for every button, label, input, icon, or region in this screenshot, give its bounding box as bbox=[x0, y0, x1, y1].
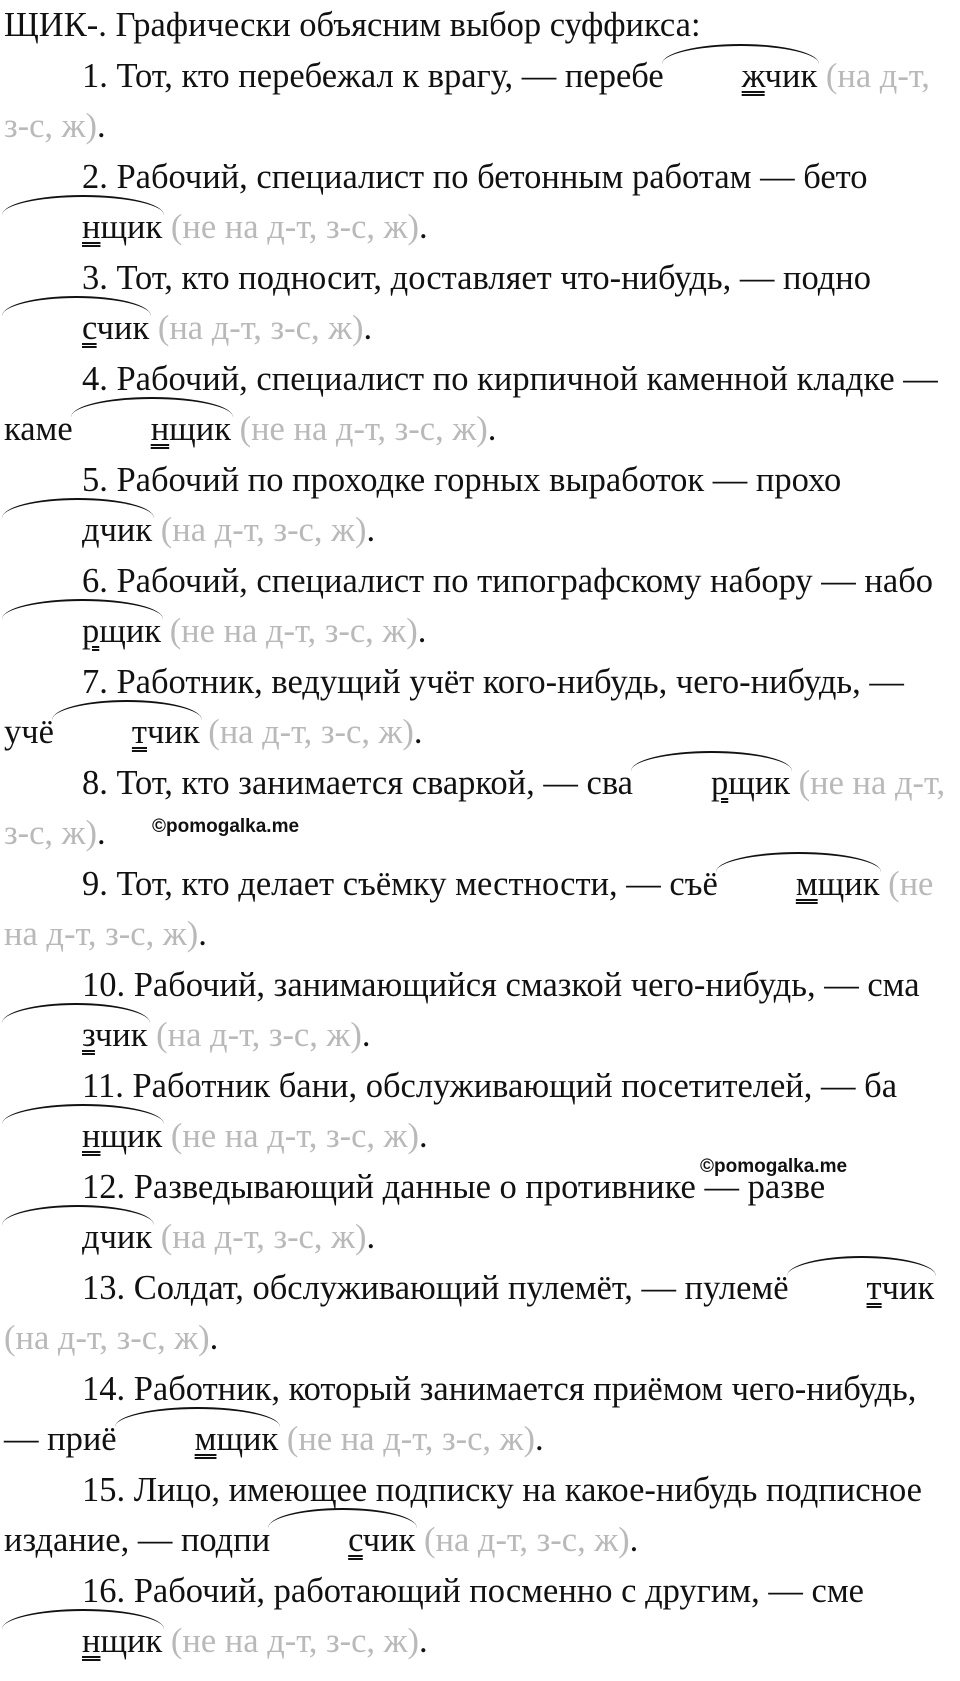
root-consonant: р bbox=[82, 612, 100, 650]
rule-note: (не на д-т, з-с, ж) bbox=[170, 1117, 419, 1155]
suffix-letter: щ bbox=[216, 1420, 244, 1458]
rule-note: (не на д-т, з-с, ж) bbox=[170, 1622, 419, 1660]
suffix-end: ик bbox=[195, 410, 231, 448]
rule-note: (на д-т, з-с, ж) bbox=[4, 56, 930, 145]
root-consonant: з bbox=[82, 1016, 95, 1054]
suffix-end: ик bbox=[125, 612, 162, 650]
list-item: 3. Тот, кто подносит, доставляет что-нибудь, — подносчик (на д-т, з-с, ж). bbox=[4, 253, 954, 354]
list-item: 10. Рабочий, занимающийся смазкой чего-нибудь, — смазчик (на д-т, з-с, ж). bbox=[4, 960, 954, 1061]
word-stem: прохо bbox=[755, 460, 842, 499]
list-item: 14. Работник, который занимается приёмом чего-нибудь, — приё мщик (не на д-т, з-с, ж). bbox=[4, 1364, 954, 1465]
suffix-arc bbox=[4, 606, 161, 657]
list-item: 9. Тот, кто делает съёмку местности, — съё мщик (не на д-т, з-с, ж). bbox=[4, 859, 954, 960]
item-text: 4. Рабочий, специалист по кирпичной каменной кладке — bbox=[82, 359, 938, 398]
suffix-arc bbox=[789, 1263, 935, 1314]
suffix-word bbox=[4, 410, 231, 448]
suffix-end: ик bbox=[127, 1117, 163, 1155]
rule-note: (на д-т, з-с, ж) bbox=[208, 713, 414, 751]
suffix-arc bbox=[54, 707, 200, 758]
suffix-letter: ч bbox=[96, 309, 114, 347]
suffix-letter: ч bbox=[881, 1268, 899, 1307]
root-consonant: н bbox=[150, 410, 170, 448]
suffix-word bbox=[587, 764, 791, 802]
suffix-letter: ч bbox=[147, 713, 165, 751]
item-text: 1. Тот, кто перебежал к врагу, — bbox=[82, 56, 565, 95]
suffix-end: ик bbox=[127, 208, 163, 246]
rule-note: (на д-т, з-с, ж) bbox=[4, 1319, 210, 1357]
word-stem: разве bbox=[747, 1167, 826, 1206]
root-consonant: м bbox=[795, 864, 818, 903]
rule-note: (на д-т, з-с, ж) bbox=[160, 1218, 367, 1256]
word-stem: ба bbox=[864, 1066, 898, 1105]
item-text: 6. Рабочий, специалист по типографскому набору — bbox=[82, 561, 865, 600]
list-item: 15. Лицо, имеющее подписку на какое-нибудь подписное издание, — подпи счик (на д-т, з-с, ж). bbox=[4, 1465, 954, 1566]
root-consonant: д bbox=[82, 511, 100, 549]
rule-note: (не на д-т, з-с, ж) bbox=[169, 612, 418, 650]
suffix-arc bbox=[4, 1010, 148, 1061]
suffix-word bbox=[669, 865, 879, 903]
suffix-end: ик bbox=[380, 1521, 416, 1559]
watermark: ©pomogalka.me bbox=[700, 1156, 848, 1177]
word-stem: бето bbox=[803, 157, 868, 196]
word-stem: набо bbox=[864, 561, 934, 600]
suffix-arc bbox=[270, 1515, 415, 1566]
rule-note: (на д-т, з-с, ж) bbox=[424, 1521, 630, 1559]
word-stem: приё bbox=[47, 1420, 117, 1458]
rule-note: (не на д-т, з-с, ж) bbox=[4, 864, 934, 953]
suffix-letter: щ bbox=[100, 208, 128, 246]
suffix-arc bbox=[4, 505, 152, 556]
root-consonant: н bbox=[82, 1622, 101, 1660]
suffix-word bbox=[565, 57, 817, 95]
list-item: 1. Тот, кто перебежал к врагу, — перебе жчик (на д-т, з-с, ж). bbox=[4, 51, 954, 152]
root-consonant: н bbox=[82, 1117, 101, 1155]
suffix-arc bbox=[4, 1111, 162, 1162]
suffix-word bbox=[181, 1521, 415, 1559]
suffix-letter: щ bbox=[817, 864, 845, 903]
item-text: 3. Тот, кто подносит, доставляет что-нибудь, — bbox=[82, 258, 784, 297]
item-text: 7. Работник, ведущий учёт кого-нибудь, чего-нибудь, — bbox=[82, 662, 904, 701]
item-text: 13. Солдат, обслуживающий пулемёт, — bbox=[82, 1268, 685, 1307]
rule-note: (на д-т, з-с, ж) bbox=[160, 511, 367, 549]
suffix-letter: щ bbox=[169, 410, 196, 448]
root-consonant: ж bbox=[741, 56, 765, 95]
item-text: 8. Тот, кто занимается сваркой, — bbox=[82, 763, 587, 802]
list-item: 12. Разведывающий данные о противнике — разведчик (на д-т, з-с, ж). bbox=[4, 1162, 954, 1263]
list-item: 2. Рабочий, специалист по бетонным работам — бетонщик (не на д-т, з-с, ж). bbox=[4, 152, 954, 253]
item-text: 11. Работник бани, обслуживающий посетителей, — bbox=[82, 1066, 865, 1105]
watermark: ©pomogalka.me bbox=[152, 816, 300, 837]
suffix-word bbox=[685, 1269, 935, 1307]
root-consonant: с bbox=[82, 309, 97, 347]
suffix-letter: щ bbox=[728, 763, 755, 802]
root-consonant: т bbox=[131, 713, 147, 751]
item-text: 14. Работник, который занимается приёмом чего-нибудь, — bbox=[4, 1369, 917, 1458]
rule-note: (не на д-т, з-с, ж) bbox=[239, 410, 488, 448]
root-consonant: с bbox=[348, 1521, 363, 1559]
suffix-arc bbox=[4, 1212, 152, 1263]
document bbox=[4, 0, 954, 1667]
item-text: 2. Рабочий, специалист по бетонным работам — bbox=[82, 157, 804, 196]
list-item: 13. Солдат, обслуживающий пулемёт, — пулемё тчик (на д-т, з-с, ж). bbox=[4, 1263, 954, 1364]
suffix-end: ик bbox=[754, 763, 791, 802]
root-consonant: н bbox=[82, 208, 101, 246]
suffix-letter: ч bbox=[764, 56, 783, 95]
word-stem: учё bbox=[4, 713, 54, 751]
root-consonant: р bbox=[710, 763, 729, 802]
word-stem: сме bbox=[811, 1571, 864, 1610]
rule-note: (не на д-т, з-с, ж) bbox=[170, 208, 419, 246]
answer-list bbox=[4, 51, 954, 1667]
suffix-arc bbox=[73, 404, 231, 455]
item-text: 10. Рабочий, занимающийся смазкой чего-нибудь, — bbox=[82, 965, 868, 1004]
list-item: 11. Работник бани, обслуживающий посетителей, — банщик (не на д-т, з-с, ж). bbox=[4, 1061, 954, 1162]
suffix-arc bbox=[718, 859, 880, 910]
suffix-end: ик bbox=[113, 309, 150, 347]
word-stem: пулемё bbox=[684, 1268, 789, 1307]
item-text: 5. Рабочий по проходке горных выработок — bbox=[82, 460, 756, 499]
suffix-arc bbox=[4, 202, 162, 253]
suffix-end: ик bbox=[844, 864, 880, 903]
suffix-letter: щ bbox=[99, 612, 126, 650]
suffix-end: ик bbox=[116, 511, 153, 549]
list-item: 8. Тот, кто занимается сваркой, — сва рщик (не на д-т, з-с, ж). bbox=[4, 758, 954, 859]
word-stem: перебе bbox=[564, 56, 664, 95]
suffix-letter: щ bbox=[100, 1117, 128, 1155]
word-stem: подно bbox=[783, 258, 872, 297]
suffix-letter: ч bbox=[99, 1218, 117, 1256]
suffix-word bbox=[47, 1420, 278, 1458]
item-text: 16. Рабочий, работающий посменно с другим, — bbox=[82, 1571, 812, 1610]
suffix-arc bbox=[4, 1616, 162, 1667]
list-item: 5. Рабочий по проходке горных выработок — проходчик (на д-т, з-с, ж). bbox=[4, 455, 954, 556]
word-stem: съё bbox=[669, 864, 718, 903]
suffix-end: ик bbox=[782, 56, 818, 95]
list-item: 7. Работник, ведущий учёт кого-нибудь, чего-нибудь, — учё тчик (на д-т, з-с, ж). bbox=[4, 657, 954, 758]
list-item: 4. Рабочий, специалист по кирпичной каменной кладке — каме нщик (не на д-т, з-с, ж). bbox=[4, 354, 954, 455]
suffix-word bbox=[4, 713, 200, 751]
suffix-end: ик bbox=[112, 1016, 148, 1054]
suffix-letter: ч bbox=[99, 511, 117, 549]
word-stem: сва bbox=[586, 763, 633, 802]
suffix-end: ик bbox=[243, 1420, 279, 1458]
item-text: 12. Разведывающий данные о противнике — bbox=[82, 1167, 748, 1206]
root-consonant: д bbox=[82, 1218, 100, 1256]
suffix-arc bbox=[4, 303, 149, 354]
suffix-end: ик bbox=[116, 1218, 153, 1256]
rule-note: (на д-т, з-с, ж) bbox=[157, 309, 364, 347]
suffix-end: ик bbox=[164, 713, 200, 751]
rule-note: (не на д-т, з-с, ж) bbox=[4, 763, 946, 852]
suffix-arc bbox=[664, 51, 818, 102]
word-stem: каме bbox=[4, 410, 73, 448]
suffix-end: ик bbox=[127, 1622, 163, 1660]
suffix-letter: щ bbox=[100, 1622, 128, 1660]
suffix-arc bbox=[117, 1414, 279, 1465]
root-consonant: т bbox=[866, 1268, 882, 1307]
suffix-letter: ч bbox=[94, 1016, 113, 1054]
item-text: 9. Тот, кто делает съёмку местности, — bbox=[82, 864, 670, 903]
word-stem: подпи bbox=[180, 1521, 271, 1559]
item-text: 15. Лицо, имеющее подписку на какое-нибудь подписное издание, — bbox=[4, 1470, 922, 1559]
rule-note: (на д-т, з-с, ж) bbox=[156, 1016, 362, 1054]
list-item: 16. Рабочий, работающий посменно с другим, — сменщик (не на д-т, з-с, ж). bbox=[4, 1566, 954, 1667]
list-item: 6. Рабочий, специалист по типографскому набору — наборщик (не на д-т, з-с, ж). bbox=[4, 556, 954, 657]
word-stem: сма bbox=[867, 965, 920, 1004]
root-consonant: м bbox=[194, 1420, 217, 1458]
suffix-arc bbox=[633, 758, 790, 809]
suffix-letter: ч bbox=[362, 1521, 381, 1559]
suffix-end: ик bbox=[898, 1268, 935, 1307]
rule-note: (не на д-т, з-с, ж) bbox=[286, 1420, 535, 1458]
intro-line: ЩИК-. Графически объясним выбор суффикса: bbox=[4, 6, 701, 44]
